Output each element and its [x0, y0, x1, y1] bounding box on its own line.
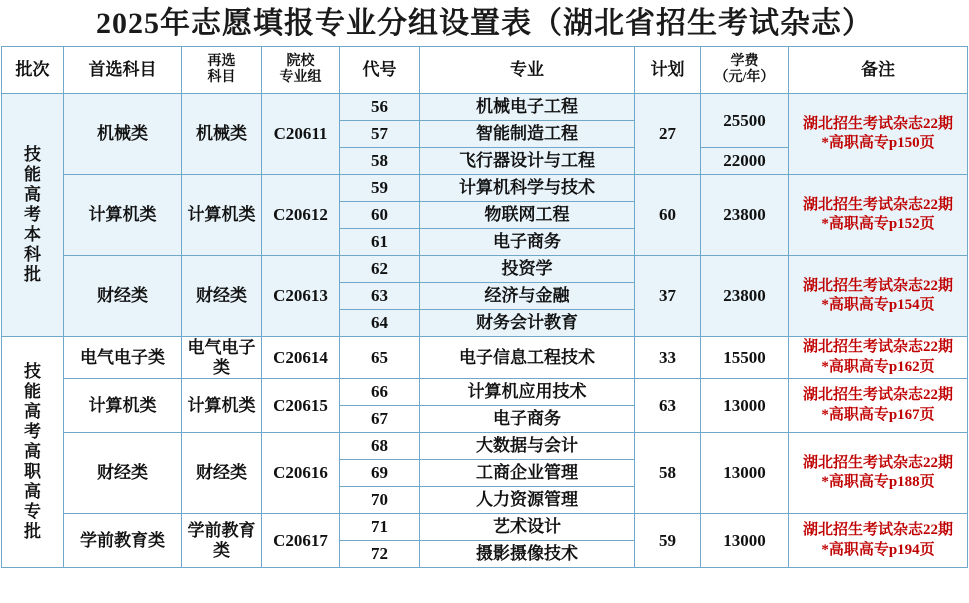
cell-second-subject: 财经类 — [182, 433, 262, 514]
remark-line-1: 湖北招生考试杂志22期 — [802, 387, 953, 404]
remark-line-2: *高职高专p150页 — [821, 135, 935, 151]
cell-first-subject: 计算机类 — [64, 175, 182, 256]
cell-plan: 37 — [635, 256, 701, 337]
header-remark: 备注 — [789, 47, 968, 94]
cell-first-subject: 学前教育类 — [64, 514, 182, 568]
cell-major-name: 大数据与会计 — [420, 433, 635, 460]
cell-second-subject: 电气电子类 — [182, 337, 262, 379]
cell-fee: 15500 — [701, 337, 789, 379]
cell-group-code: C20614 — [262, 337, 340, 379]
cell-plan: 63 — [635, 379, 701, 433]
cell-major-code: 62 — [340, 256, 420, 283]
cell-plan: 58 — [635, 433, 701, 514]
cell-remark — [789, 337, 968, 379]
cell-plan: 59 — [635, 514, 701, 568]
table-row — [2, 379, 968, 406]
cell-major-code: 68 — [340, 433, 420, 460]
remark-line-1: 湖北招生考试杂志22期 — [802, 277, 953, 294]
cell-first-subject: 计算机类 — [64, 379, 182, 433]
cell-major-code: 57 — [340, 121, 420, 148]
cell-major-name: 电子商务 — [420, 229, 635, 256]
remark-line-1: 湖北招生考试杂志22期 — [802, 339, 953, 356]
cell-batch: 技能高考本科批 — [2, 94, 64, 337]
remark-line-1: 湖北招生考试杂志22期 — [802, 454, 953, 471]
table-row — [2, 433, 968, 460]
remark-line-2: *高职高专p167页 — [821, 406, 935, 423]
remark-line-2: *高职高专p194页 — [821, 541, 935, 558]
cell-group-code: C20613 — [262, 256, 340, 337]
cell-major-name: 经济与金融 — [420, 283, 635, 310]
cell-major-code: 72 — [340, 541, 420, 568]
cell-plan: 27 — [635, 94, 701, 175]
remark-line-2: *高职高专p188页 — [821, 474, 935, 491]
cell-remark — [789, 94, 968, 175]
cell-major-name: 投资学 — [420, 256, 635, 283]
cell-remark — [789, 256, 968, 337]
header-fee — [701, 47, 789, 94]
cell-fee: 13000 — [701, 379, 789, 433]
cell-second-subject: 计算机类 — [182, 379, 262, 433]
cell-major-code: 69 — [340, 460, 420, 487]
cell-fee: 23800 — [701, 256, 789, 337]
cell-first-subject: 财经类 — [64, 433, 182, 514]
remark-line-2: *高职高专p152页 — [821, 216, 935, 232]
header-group-line1: 院校 — [286, 53, 315, 69]
table-header-row — [2, 47, 968, 94]
header-second-subject-line1: 再选 — [207, 53, 236, 69]
cell-major-name: 人力资源管理 — [420, 487, 635, 514]
cell-plan: 60 — [635, 175, 701, 256]
table-row — [2, 514, 968, 541]
cell-batch: 技能高考高职高专批 — [2, 337, 64, 568]
cell-remark — [789, 379, 968, 433]
header-fee-line2: （元/年） — [714, 70, 775, 85]
header-plan: 计划 — [635, 47, 701, 94]
cell-major-name: 艺术设计 — [420, 514, 635, 541]
remark-line-1: 湖北招生考试杂志22期 — [802, 196, 953, 213]
cell-major-name: 电子信息工程技术 — [420, 337, 635, 379]
header-second-subject-line2: 科目 — [207, 70, 236, 85]
cell-major-name: 电子商务 — [420, 406, 635, 433]
header-group-line2: 专业组 — [279, 70, 322, 85]
cell-major-code: 66 — [340, 379, 420, 406]
cell-major-name: 工商企业管理 — [420, 460, 635, 487]
cell-fee: 22000 — [701, 148, 789, 175]
major-group-table — [1, 46, 968, 568]
cell-group-code: C20612 — [262, 175, 340, 256]
cell-major-name: 摄影摄像技术 — [420, 541, 635, 568]
cell-major-code: 65 — [340, 337, 420, 379]
cell-major-code: 64 — [340, 310, 420, 337]
table-row — [2, 94, 968, 121]
cell-major-code: 60 — [340, 202, 420, 229]
cell-major-code: 61 — [340, 229, 420, 256]
header-code: 代号 — [340, 47, 420, 94]
cell-second-subject: 计算机类 — [182, 175, 262, 256]
header-batch: 批次 — [2, 47, 64, 94]
cell-second-subject: 财经类 — [182, 256, 262, 337]
header-second-subject — [182, 47, 262, 94]
table-body — [2, 94, 968, 568]
cell-group-code: C20615 — [262, 379, 340, 433]
cell-remark — [789, 175, 968, 256]
cell-major-name: 飞行器设计与工程 — [420, 148, 635, 175]
page-title: 2025年志愿填报专业分组设置表（湖北省招生考试杂志） — [96, 7, 873, 40]
remark-line-2: *高职高专p154页 — [821, 297, 935, 313]
cell-major-name: 智能制造工程 — [420, 121, 635, 148]
table-row — [2, 256, 968, 283]
cell-major-name: 计算机科学与技术 — [420, 175, 635, 202]
cell-major-code: 71 — [340, 514, 420, 541]
cell-fee: 13000 — [701, 514, 789, 568]
header-major: 专业 — [420, 47, 635, 94]
cell-first-subject: 财经类 — [64, 256, 182, 337]
cell-major-code: 70 — [340, 487, 420, 514]
header-first-subject: 首选科目 — [64, 47, 182, 94]
cell-major-code: 59 — [340, 175, 420, 202]
remark-line-1: 湖北招生考试杂志22期 — [802, 522, 953, 539]
table-row — [2, 175, 968, 202]
cell-major-code: 58 — [340, 148, 420, 175]
remark-line-1: 湖北招生考试杂志22期 — [802, 115, 953, 132]
cell-first-subject: 电气电子类 — [64, 337, 182, 379]
cell-major-code: 56 — [340, 94, 420, 121]
cell-fee: 25500 — [701, 94, 789, 148]
cell-group-code: C20617 — [262, 514, 340, 568]
cell-major-name: 计算机应用技术 — [420, 379, 635, 406]
cell-fee: 23800 — [701, 175, 789, 256]
remark-line-2: *高职高专p162页 — [821, 358, 935, 375]
header-fee-line1: 学费 — [730, 53, 759, 69]
cell-major-name: 财务会计教育 — [420, 310, 635, 337]
cell-remark — [789, 433, 968, 514]
cell-remark — [789, 514, 968, 568]
cell-fee: 13000 — [701, 433, 789, 514]
cell-group-code: C20616 — [262, 433, 340, 514]
cell-second-subject: 学前教育类 — [182, 514, 262, 568]
cell-plan: 33 — [635, 337, 701, 379]
cell-major-code: 67 — [340, 406, 420, 433]
cell-major-name: 机械电子工程 — [420, 94, 635, 121]
header-group — [262, 47, 340, 94]
cell-second-subject: 机械类 — [182, 94, 262, 175]
cell-major-name: 物联网工程 — [420, 202, 635, 229]
cell-group-code: C20611 — [262, 94, 340, 175]
cell-first-subject: 机械类 — [64, 94, 182, 175]
cell-major-code: 63 — [340, 283, 420, 310]
table-row — [2, 337, 968, 379]
